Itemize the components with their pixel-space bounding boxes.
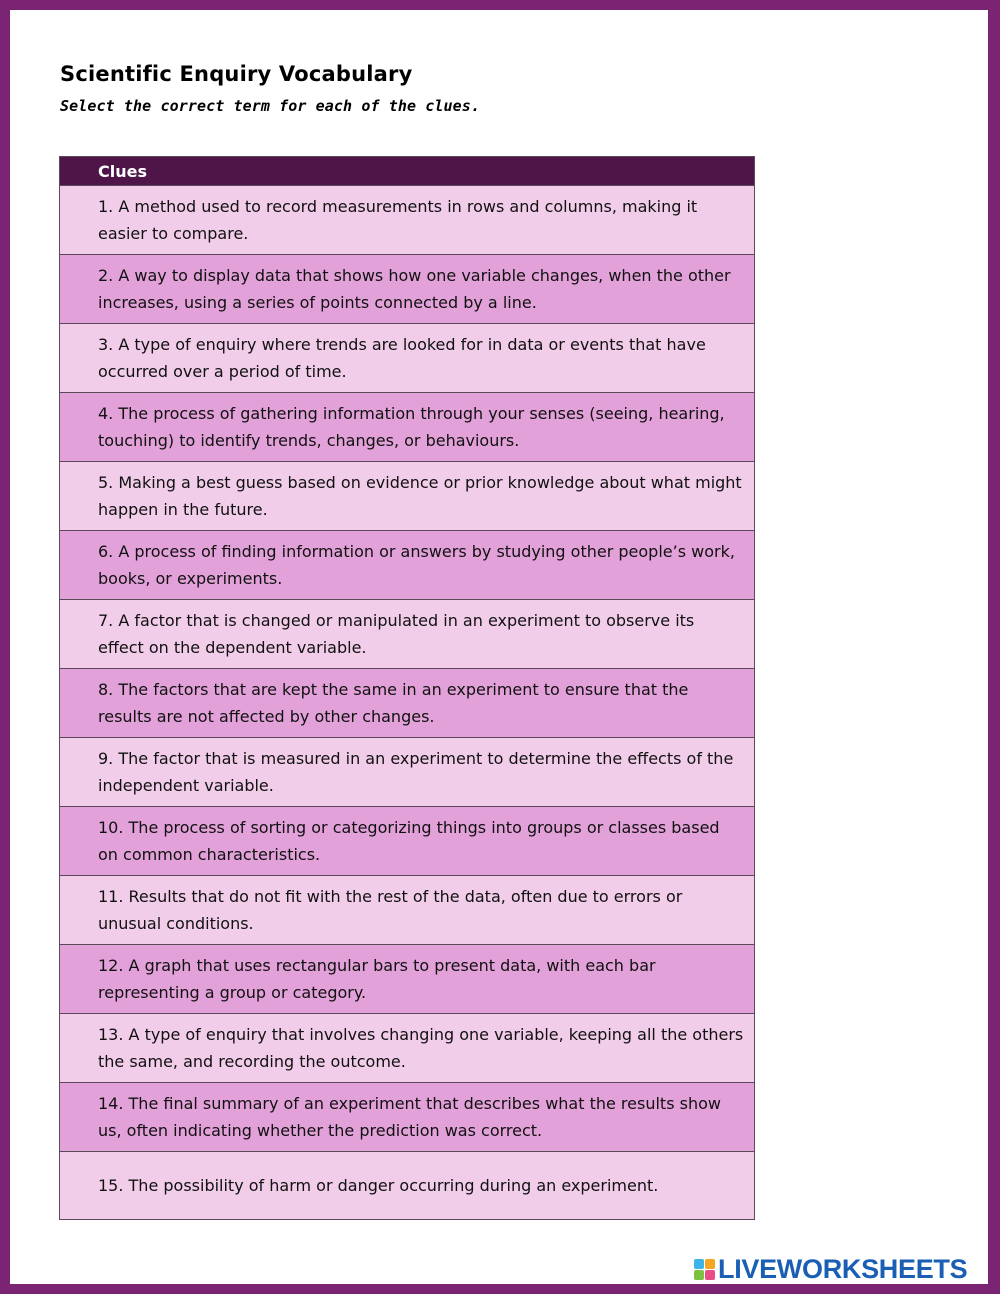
clue-cell: 13. A type of enquiry that involves changing one variable, keeping all the others the same, and recording the outcome. bbox=[60, 1014, 755, 1083]
clue-cell: 8. The factors that are kept the same in an experiment to ensure that the results are not affected by other changes. bbox=[60, 669, 755, 738]
table-row bbox=[60, 945, 755, 1014]
clue-cell: 4. The process of gathering information through your senses (seeing, hearing, touching) to identify trends, changes, or behaviours. bbox=[60, 393, 755, 462]
table-row bbox=[60, 462, 755, 531]
table-row bbox=[60, 738, 755, 807]
table-row bbox=[60, 807, 755, 876]
table-header-row bbox=[60, 157, 755, 186]
table-row bbox=[60, 255, 755, 324]
clue-cell: 9. The factor that is measured in an experiment to determine the effects of the independent variable. bbox=[60, 738, 755, 807]
table-row bbox=[60, 531, 755, 600]
logo-block bbox=[694, 1270, 704, 1280]
table-row bbox=[60, 324, 755, 393]
logo-block bbox=[705, 1270, 715, 1280]
clue-cell: 6. A process of finding information or answers by studying other people’s work, books, or experiments. bbox=[60, 531, 755, 600]
table-row bbox=[60, 600, 755, 669]
clue-cell: 1. A method used to record measurements in rows and columns, making it easier to compare. bbox=[60, 186, 755, 255]
clue-cell: 15. The possibility of harm or danger occurring during an experiment. bbox=[60, 1152, 755, 1220]
table-row bbox=[60, 1083, 755, 1152]
table-row bbox=[60, 1014, 755, 1083]
logo-blocks-icon bbox=[694, 1259, 715, 1280]
instructions: Select the correct term for each of the clues. bbox=[60, 97, 481, 115]
logo-text: LIVEWORKSHEETS bbox=[718, 1254, 968, 1284]
table-row bbox=[60, 876, 755, 945]
table-row bbox=[60, 393, 755, 462]
column-header-clues: Clues bbox=[60, 157, 755, 186]
table-row bbox=[60, 186, 755, 255]
clue-cell: 7. A factor that is changed or manipulated in an experiment to observe its effect on the dependent variable. bbox=[60, 600, 755, 669]
page-title: Scientific Enquiry Vocabulary bbox=[60, 62, 413, 86]
clue-cell: 2. A way to display data that shows how one variable changes, when the other increases, using a series of points connected by a line. bbox=[60, 255, 755, 324]
clue-cell: 12. A graph that uses rectangular bars to present data, with each bar representing a group or category. bbox=[60, 945, 755, 1014]
clue-cell: 5. Making a best guess based on evidence or prior knowledge about what might happen in the future. bbox=[60, 462, 755, 531]
clue-cell: 14. The final summary of an experiment that describes what the results show us, often indicating whether the prediction was correct. bbox=[60, 1083, 755, 1152]
table-row bbox=[60, 1152, 755, 1220]
logo-block bbox=[705, 1259, 715, 1269]
logo-block bbox=[694, 1259, 704, 1269]
clue-cell: 10. The process of sorting or categorizing things into groups or classes based on common characteristics. bbox=[60, 807, 755, 876]
clues-table bbox=[59, 156, 755, 1220]
liveworksheets-logo[interactable] bbox=[694, 1254, 967, 1285]
clue-cell: 3. A type of enquiry where trends are looked for in data or events that have occurred over a period of time. bbox=[60, 324, 755, 393]
clue-cell: 11. Results that do not fit with the rest of the data, often due to errors or unusual conditions. bbox=[60, 876, 755, 945]
table-row bbox=[60, 669, 755, 738]
